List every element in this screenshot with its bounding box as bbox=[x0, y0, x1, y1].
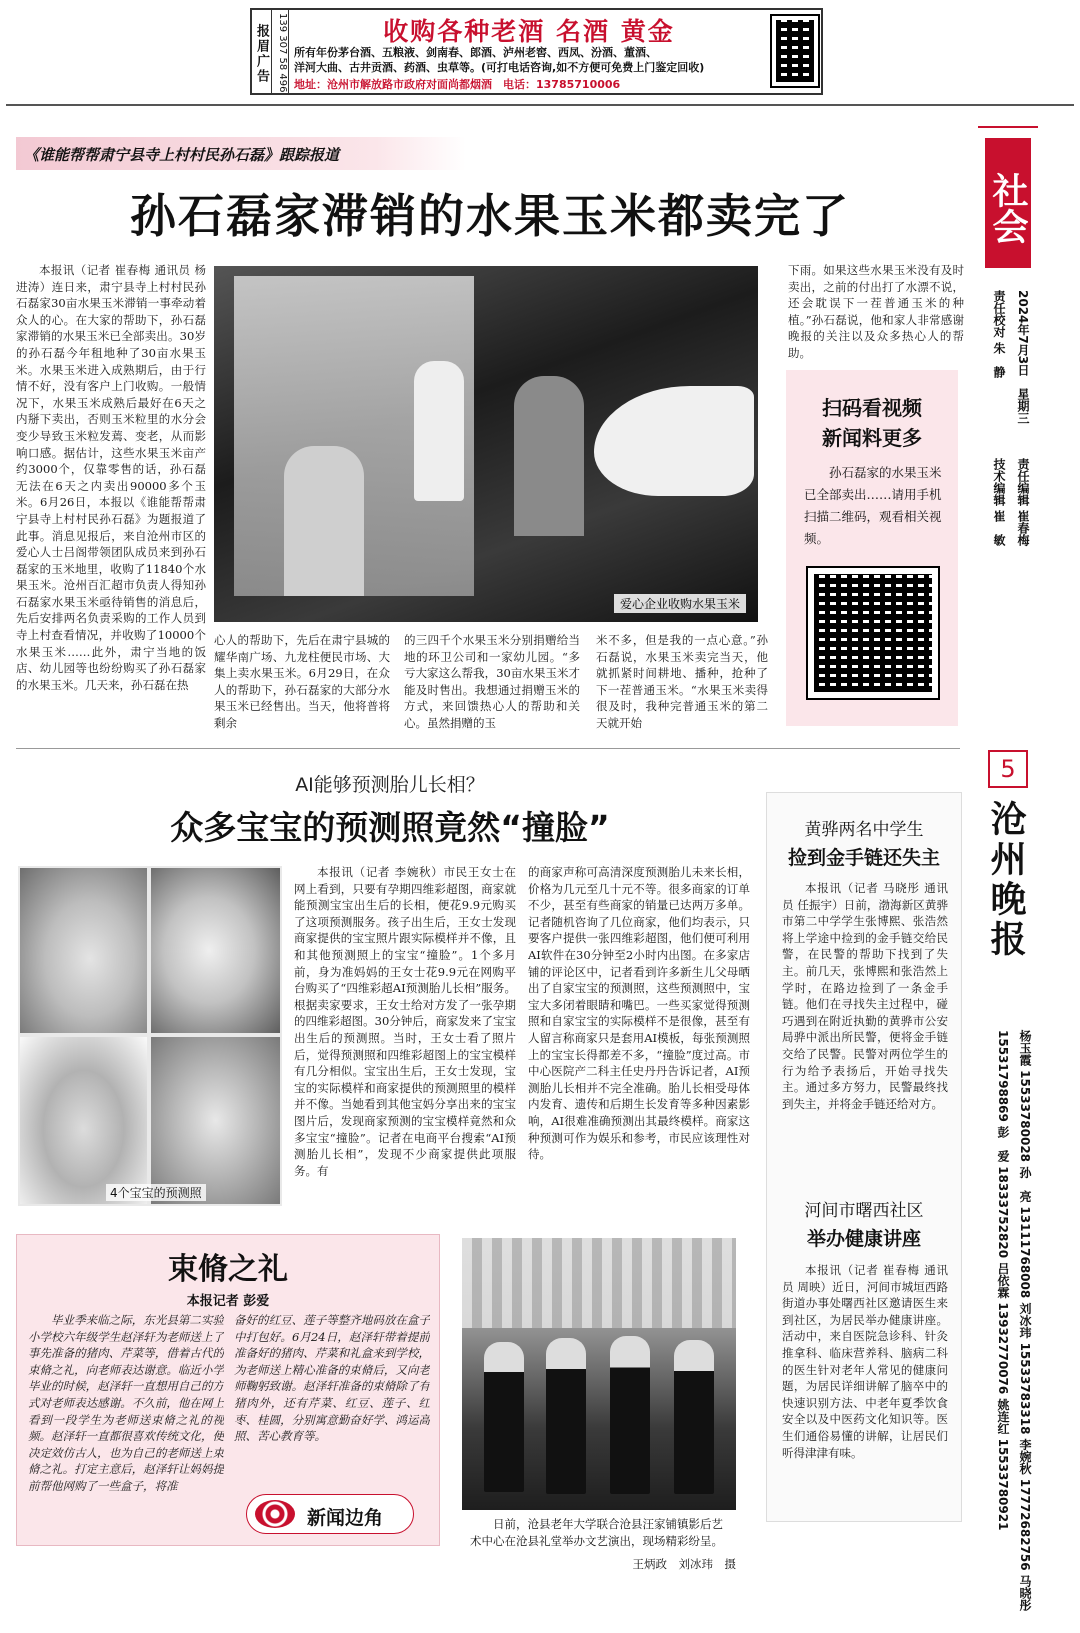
performance-photo bbox=[462, 1238, 736, 1510]
proofreader: 责任校对 朱 静 bbox=[992, 290, 1006, 379]
performance-caption: 日前，沧县老年大学联合沧县汪家铺镇影后艺术中心在沧县礼堂举办文艺演出，现场精彩纷呈。 bbox=[470, 1517, 723, 1548]
baby-photo bbox=[151, 1037, 280, 1204]
article4-body bbox=[782, 1262, 948, 1514]
ad-side-label: 报眉广告 bbox=[252, 10, 272, 93]
contact-list: 杨玉霞 15533780028 孙 亮 13111768008 刘冰玮 15533783318 李婉秋 17772682756 马晓彤 15531798869 彭 爱 18333752820 吕依霖 13932770076 姚连红 15533780921 bbox=[996, 1030, 1032, 1611]
article1-col4 bbox=[596, 632, 768, 732]
qr-promo-box bbox=[786, 370, 958, 726]
article5-col2-text: 备好的红豆、莲子等整齐地码放在盒子中打包好。6月24日，赵泽轩带着提前准备好的猪肉、芹菜和礼盒来到学校，为老师送上精心准备的束脩后，又向老师鞠躬致谢。赵泽轩准备的束脩除了有猪肉外，还有芹菜、红豆、莲子、红枣、桂圆，分别寓意勤奋好学、鸿运高照、苦心教育等。 bbox=[234, 1313, 430, 1444]
article5-col1-text: 毕业季来临之际，东光县第二实验小学校六年级学生赵泽轩为老师送上了事先准备的猪肉、芹菜等，借着古代的束脩之礼，向老师表达谢意。临近小学毕业的时候，赵泽轩一直想用自己的方式对老师表达感谢。不久前，他在网上看到一段学生为老师送束脩之礼的视频。赵泽轩一直都很喜欢传统文化，便决定效仿古人，也为自己的老师送上束脩之礼。打定主意后，赵泽轩让妈妈提前帮他网购了一些盒子，将准 bbox=[28, 1313, 224, 1493]
article1-col5-text: 下雨。如果这些水果玉米没有及时卖出，之前的付出打了水漂不说，还会耽误下一茬普通玉米的种植。”孙石磊说，他和家人非常感谢晚报的关注以及众多热心人的帮助。 bbox=[788, 263, 964, 360]
ad-qr-code[interactable] bbox=[772, 16, 818, 86]
paper-name: 沧州晚报 bbox=[985, 800, 1027, 960]
article1-col1-text: 本报讯（记者 崔春梅 通讯员 杨进涛）连日来，肃宁县寺上村村民孙石磊家30亩水果玉米滞销一事牵动着众人的心。在大家的帮助下，孙石磊家滞销的水果玉米已全部卖出。30岁的孙石磊今年租地种了30亩水果玉米。水果玉米进入成熟期后，由于行情不好，没有客户上门收购。一般情况下，水果玉米成熟后最好在6天之内掰下卖出，否则玉米粒里的水分会变少导致玉米粒发蔫、变老，从而影响口感。据估计，这些水果玉米亩产约3000个，仅靠零售的话，孙石磊无法在6天之内卖出90000多个玉米。6月26日，本报以《谁能帮帮肃宁县寺上村村民孙石磊》为题报道了此事。消息见报后，来自沧州市区的爱心人士吕阁带领团队成员来到孙石磊家的玉米地里，收购了11840个水果玉米。沧州百汇超市负责人得知孙石磊家水果玉米亟待销售的消息后，先后安排两名负责采购的工作人员到寺上村查看情况，并收购了10000个水果玉米……此外，肃宁当地的饭店、幼儿园等也纷纷购买了孙石磊家的水果玉米。几天来，孙石磊在热 bbox=[16, 263, 206, 692]
performer bbox=[546, 1338, 586, 1494]
worker-figure bbox=[414, 361, 464, 501]
performer bbox=[674, 1340, 714, 1494]
issue-date: 2024年7月3日 星期三 bbox=[1016, 290, 1030, 425]
article5-byline: 本报记者 彭爱 bbox=[186, 1294, 270, 1309]
ad-headline: 收购各种老酒 名酒 黄金 bbox=[383, 17, 675, 46]
qr-promo-text: 孙石磊家的水果玉米已全部卖出……请用手机扫描二维码，观看相关视频。 bbox=[804, 465, 942, 546]
article5-col1 bbox=[28, 1312, 224, 1538]
article4-kicker: 河间市曙西社区 bbox=[804, 1201, 924, 1221]
article5-col2 bbox=[234, 1312, 430, 1488]
section-rule bbox=[16, 748, 960, 749]
article1-kicker bbox=[16, 137, 466, 170]
article2-col2-text: 的商家声称可高清深度预测胎儿未来长相，价格为几元至几十元不等。很多商家的订单不少，甚至有些商家的销量已达两万多单。记者随机咨询了几位商家，他们均表示，只要客户提供一张四维彩超图，他们便可利用AI软件在30分钟至2小时内出图。在多家店铺的评论区中，记者看到许多新生儿父母晒出了自家宝宝的预测照，这些预测照中，宝宝大多闭着眼睛和嘴巴。一些买家觉得预测照和自家宝宝的实际模样不是很像，甚至有人留言称商家只是套用AI模板，每张预测照上的宝宝长得都差不多，“撞脸”度过高。市中心医院产二科主任史丹丹告诉记者，AI预测胎儿长相并不完全准确。胎儿长相受母体内发育、遗传和后期生长发育等多种因素影响，AI很难准确预测出其最终模样。商家这种预测可作为娱乐和参考，市民应该理性对待。 bbox=[528, 865, 750, 1162]
performer bbox=[610, 1336, 650, 1494]
ad-phone: 139 307 58 496 bbox=[273, 10, 289, 93]
article1-kicker-text: 《谁能帮帮肃宁县寺上村村民孙石磊》跟踪报道 bbox=[24, 146, 340, 164]
page-number: 5 bbox=[988, 750, 1028, 788]
baby-photo-grid bbox=[18, 866, 282, 1206]
qr-promo-title1: 扫码看视频 bbox=[822, 396, 922, 420]
article2-col2 bbox=[528, 864, 750, 1210]
performance-credit: 王炳政 刘冰玮 摄 bbox=[632, 1557, 736, 1571]
qr-promo-title2: 新闻料更多 bbox=[822, 426, 922, 450]
article1-col3 bbox=[404, 632, 580, 732]
section-label: 社会 bbox=[985, 138, 1031, 268]
performer bbox=[484, 1342, 524, 1492]
stage-curtain bbox=[462, 1238, 736, 1328]
article3-kicker: 黄骅两名中学生 bbox=[804, 820, 924, 840]
article3-title: 捡到金手链还失主 bbox=[787, 847, 940, 869]
ad-address: 地址：沧州市解放路市政府对面尚都烟酒 电话：13785710006 bbox=[294, 78, 621, 91]
article1-photo bbox=[214, 266, 758, 622]
news-corner-label: 新闻边角 bbox=[307, 1507, 384, 1529]
article1-title: 孙石磊家滞销的水果玉米都卖完了 bbox=[130, 189, 850, 243]
article2-title: 众多宝宝的预测照竟然“撞脸” bbox=[170, 808, 610, 847]
baby-photo bbox=[20, 1037, 147, 1204]
article3-body bbox=[782, 880, 948, 1170]
eye-icon bbox=[255, 1500, 295, 1528]
article1-col5 bbox=[788, 262, 964, 360]
article1-col2-text: 心人的帮助下，先后在肃宁县城的耀华南广场、九龙柱便民市场、大集上卖水果玉米。6月29日，在众人的帮助下，孙石磊家的大部分水果玉米已经售出。当天，他将普将剩余 bbox=[214, 633, 390, 730]
article1-col1 bbox=[16, 262, 206, 728]
worker-figure bbox=[514, 376, 584, 536]
news-corner-badge bbox=[246, 1494, 414, 1534]
article2-col1-text: 本报讯（记者 李婉秋）市民王女士在网上看到，只要有孕期四维彩超图，商家就能预测宝宝出生后的长相，便花9.9元购买了这项预测服务。孩子出生后，王女士发现商家提供的宝宝照片跟实际模样并不像，且和其他预测照上的宝宝“撞脸”。1个多月前，身为准妈妈的王女士花9.9元在网购平台购买了“四维彩超AI预测胎儿长相”服务。根据卖家要求，王女士给对方发了一张孕期的四维彩超图。30分钟后，商家发来了宝宝出生后的预测照。当时，王女士看了照片后，觉得预测照和四维彩超图上的宝宝模样有几分相似。宝宝出生后，王女士发现，宝宝的实际模样和商家提供的预测照里的模样并不像。当她看到其他宝妈分享出来的宝宝图片后，发现商家预测的宝宝模样竟然和众多宝宝“撞脸”。记者在电商平台搜索“AI预测胎儿长相”，发现不少商家提供此项服务。有 bbox=[294, 865, 516, 1178]
top-rule bbox=[6, 104, 1074, 106]
ad-line1: 所有年份茅台酒、五粮液、剑南春、郎酒、泸州老窖、西凤、汾酒、董酒、 bbox=[294, 46, 657, 59]
sack bbox=[594, 386, 754, 496]
article1-col4-text: 米不多，但是我的一点心意。”孙石磊说，水果玉米卖完当天，他就抓紧时间耕地、播种，抢种了下一茬普通玉米。“水果玉米卖得很及时，我种完普通玉米的第二天就开始 bbox=[596, 633, 768, 730]
article5-title: 束脩之礼 bbox=[168, 1252, 288, 1287]
ad-line2: 洋河大曲、古井贡酒、药酒、虫草等。(可打电话咨询,如不方便可免费上门鉴定回收) bbox=[294, 61, 705, 74]
worker-figure bbox=[284, 446, 364, 596]
article2-col1 bbox=[294, 864, 516, 1210]
masthead-rule-top bbox=[978, 126, 1038, 128]
baby-photo bbox=[151, 868, 280, 1033]
photo-caption: 爱心企业收购水果玉米 bbox=[614, 594, 746, 613]
article1-col3-text: 的三四千个水果玉米分别捐赠给当地的环卫公司和一家幼儿园。“多亏大家这么帮我，30亩水果玉米才能及时售出。我想通过捐赠玉米的方式，来回馈热心人的帮助和关心。虽然捐赠的玉 bbox=[404, 633, 580, 730]
article3-text: 本报讯（记者 马晓彤 通讯员 任振宇）日前，渤海新区黄骅市第二中学学生张博熙、张浩然将上学途中捡到的金手链交给民警，在民警的帮助下找到了失主。前几天，张博熙和张浩然上学时，在路边捡到了一条金手链。他们在寻找失主过程中，碰巧遇到在附近执勤的黄骅市公安局骅中派出所民警，便将金手链交给了民警。民警对两位学生的行为给予表扬后，开始寻找失主。通过多方努力，民警最终找到失主，并将金手链还给对方。 bbox=[782, 881, 948, 1111]
article4-title: 举办健康讲座 bbox=[806, 1228, 921, 1250]
baby-photo-caption: 4个宝宝的预测照 bbox=[106, 1184, 206, 1201]
article1-col2 bbox=[214, 632, 390, 732]
chief-editor: 责任编辑 崔春梅 bbox=[1016, 458, 1030, 547]
article2-kicker: AI能够预测胎儿长相？ bbox=[295, 774, 485, 796]
top-ad bbox=[250, 8, 823, 95]
article1-qr-code[interactable] bbox=[808, 568, 938, 698]
article4-text: 本报讯（记者 崔春梅 通讯员 周映）近日，河间市城垣西路街道办事处曙西社区邀请医生来到社区，为居民举办健康讲座。活动中，来自医院急诊科、针灸推拿科、临床营养科、脑病二科的医生针对老年人常见的健康问题，为居民详细讲解了脑卒中的快速识别方法、中老年夏季饮食安全以及中医药文化知识等。医生们通俗易懂的讲解，让居民们听得津津有味。 bbox=[782, 1263, 948, 1460]
tech-editor: 技术编辑 崔 敏 bbox=[992, 458, 1006, 547]
baby-photo bbox=[20, 868, 147, 1033]
